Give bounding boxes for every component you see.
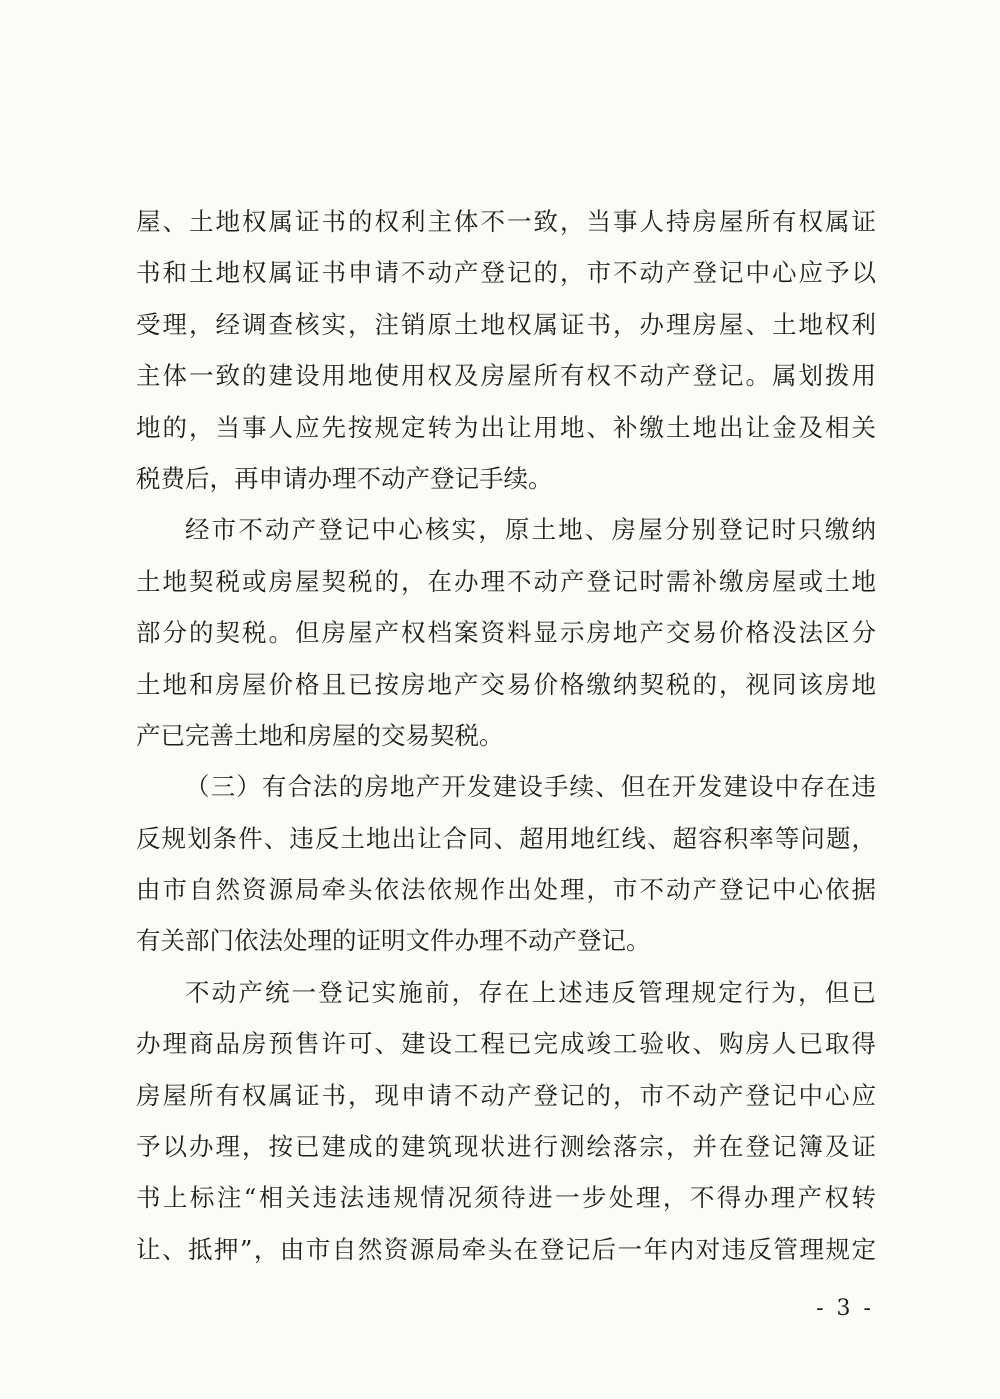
text-line: 不动产统一登记实施前，存在上述违反管理规定行为，但已 [185, 977, 876, 1007]
text-line: 受理，经调查核实，注销原土地权属证书，办理房屋、土地权利 [136, 309, 876, 339]
text-line: 经市不动产登记中心核实，原土地、房屋分别登记时只缴纳 [185, 515, 876, 545]
text-line: 土地契税或房屋契税的，在办理不动产登记时需补缴房屋或土地 [136, 566, 876, 596]
text-line: 主体一致的建设用地使用权及房屋所有权不动产登记。属划拨用 [136, 361, 876, 391]
text-line: 地的，当事人应先按规定转为出让用地、补缴土地出让金及相关 [136, 412, 876, 442]
text-line: 产已完善土地和房屋的交易契税。 [136, 720, 504, 750]
text-line: 让、抵押”，由市自然资源局牵头在登记后一年内对违反管理规定 [136, 1234, 876, 1264]
body-text [136, 196, 876, 1275]
text-line: 由市自然资源局牵头依法依规作出处理，市不动产登记中心依据 [136, 875, 876, 905]
text-line: 部分的契税。但房屋产权档案资料显示房地产交易价格没法区分 [136, 618, 876, 648]
text-line: 屋、土地权属证书的权利主体不一致，当事人持房屋所有权属证 [136, 207, 876, 236]
text-line: 反规划条件、违反土地出让合同、超用地红线、超容积率等问题， [136, 823, 876, 853]
text-line: 书上标注“相关违法违规情况须待进一步处理，不得办理产权转 [136, 1183, 876, 1213]
text-line: 书和土地权属证书申请不动产登记的，市不动产登记中心应予以 [136, 258, 876, 288]
text-line: 土地和房屋价格且已按房地产交易价格缴纳契税的，视同该房地 [136, 669, 876, 699]
text-line: 办理商品房预售许可、建设工程已完成竣工验收、购房人已取得 [136, 1029, 876, 1059]
text-line: （三）有合法的房地产开发建设手续、但在开发建设中存在违 [185, 772, 876, 802]
text-line: 房屋所有权属证书，现申请不动产登记的，市不动产登记中心应 [136, 1080, 876, 1110]
text-line: 税费后，再申请办理不动产登记手续。 [136, 463, 553, 493]
text-line: 予以办理，按已建成的建筑现状进行测绘落宗，并在登记簿及证 [136, 1132, 876, 1162]
page-number: - 3 - [816, 1296, 874, 1321]
text-line: 有关部门依法处理的证明文件办理不动产登记。 [136, 926, 651, 956]
